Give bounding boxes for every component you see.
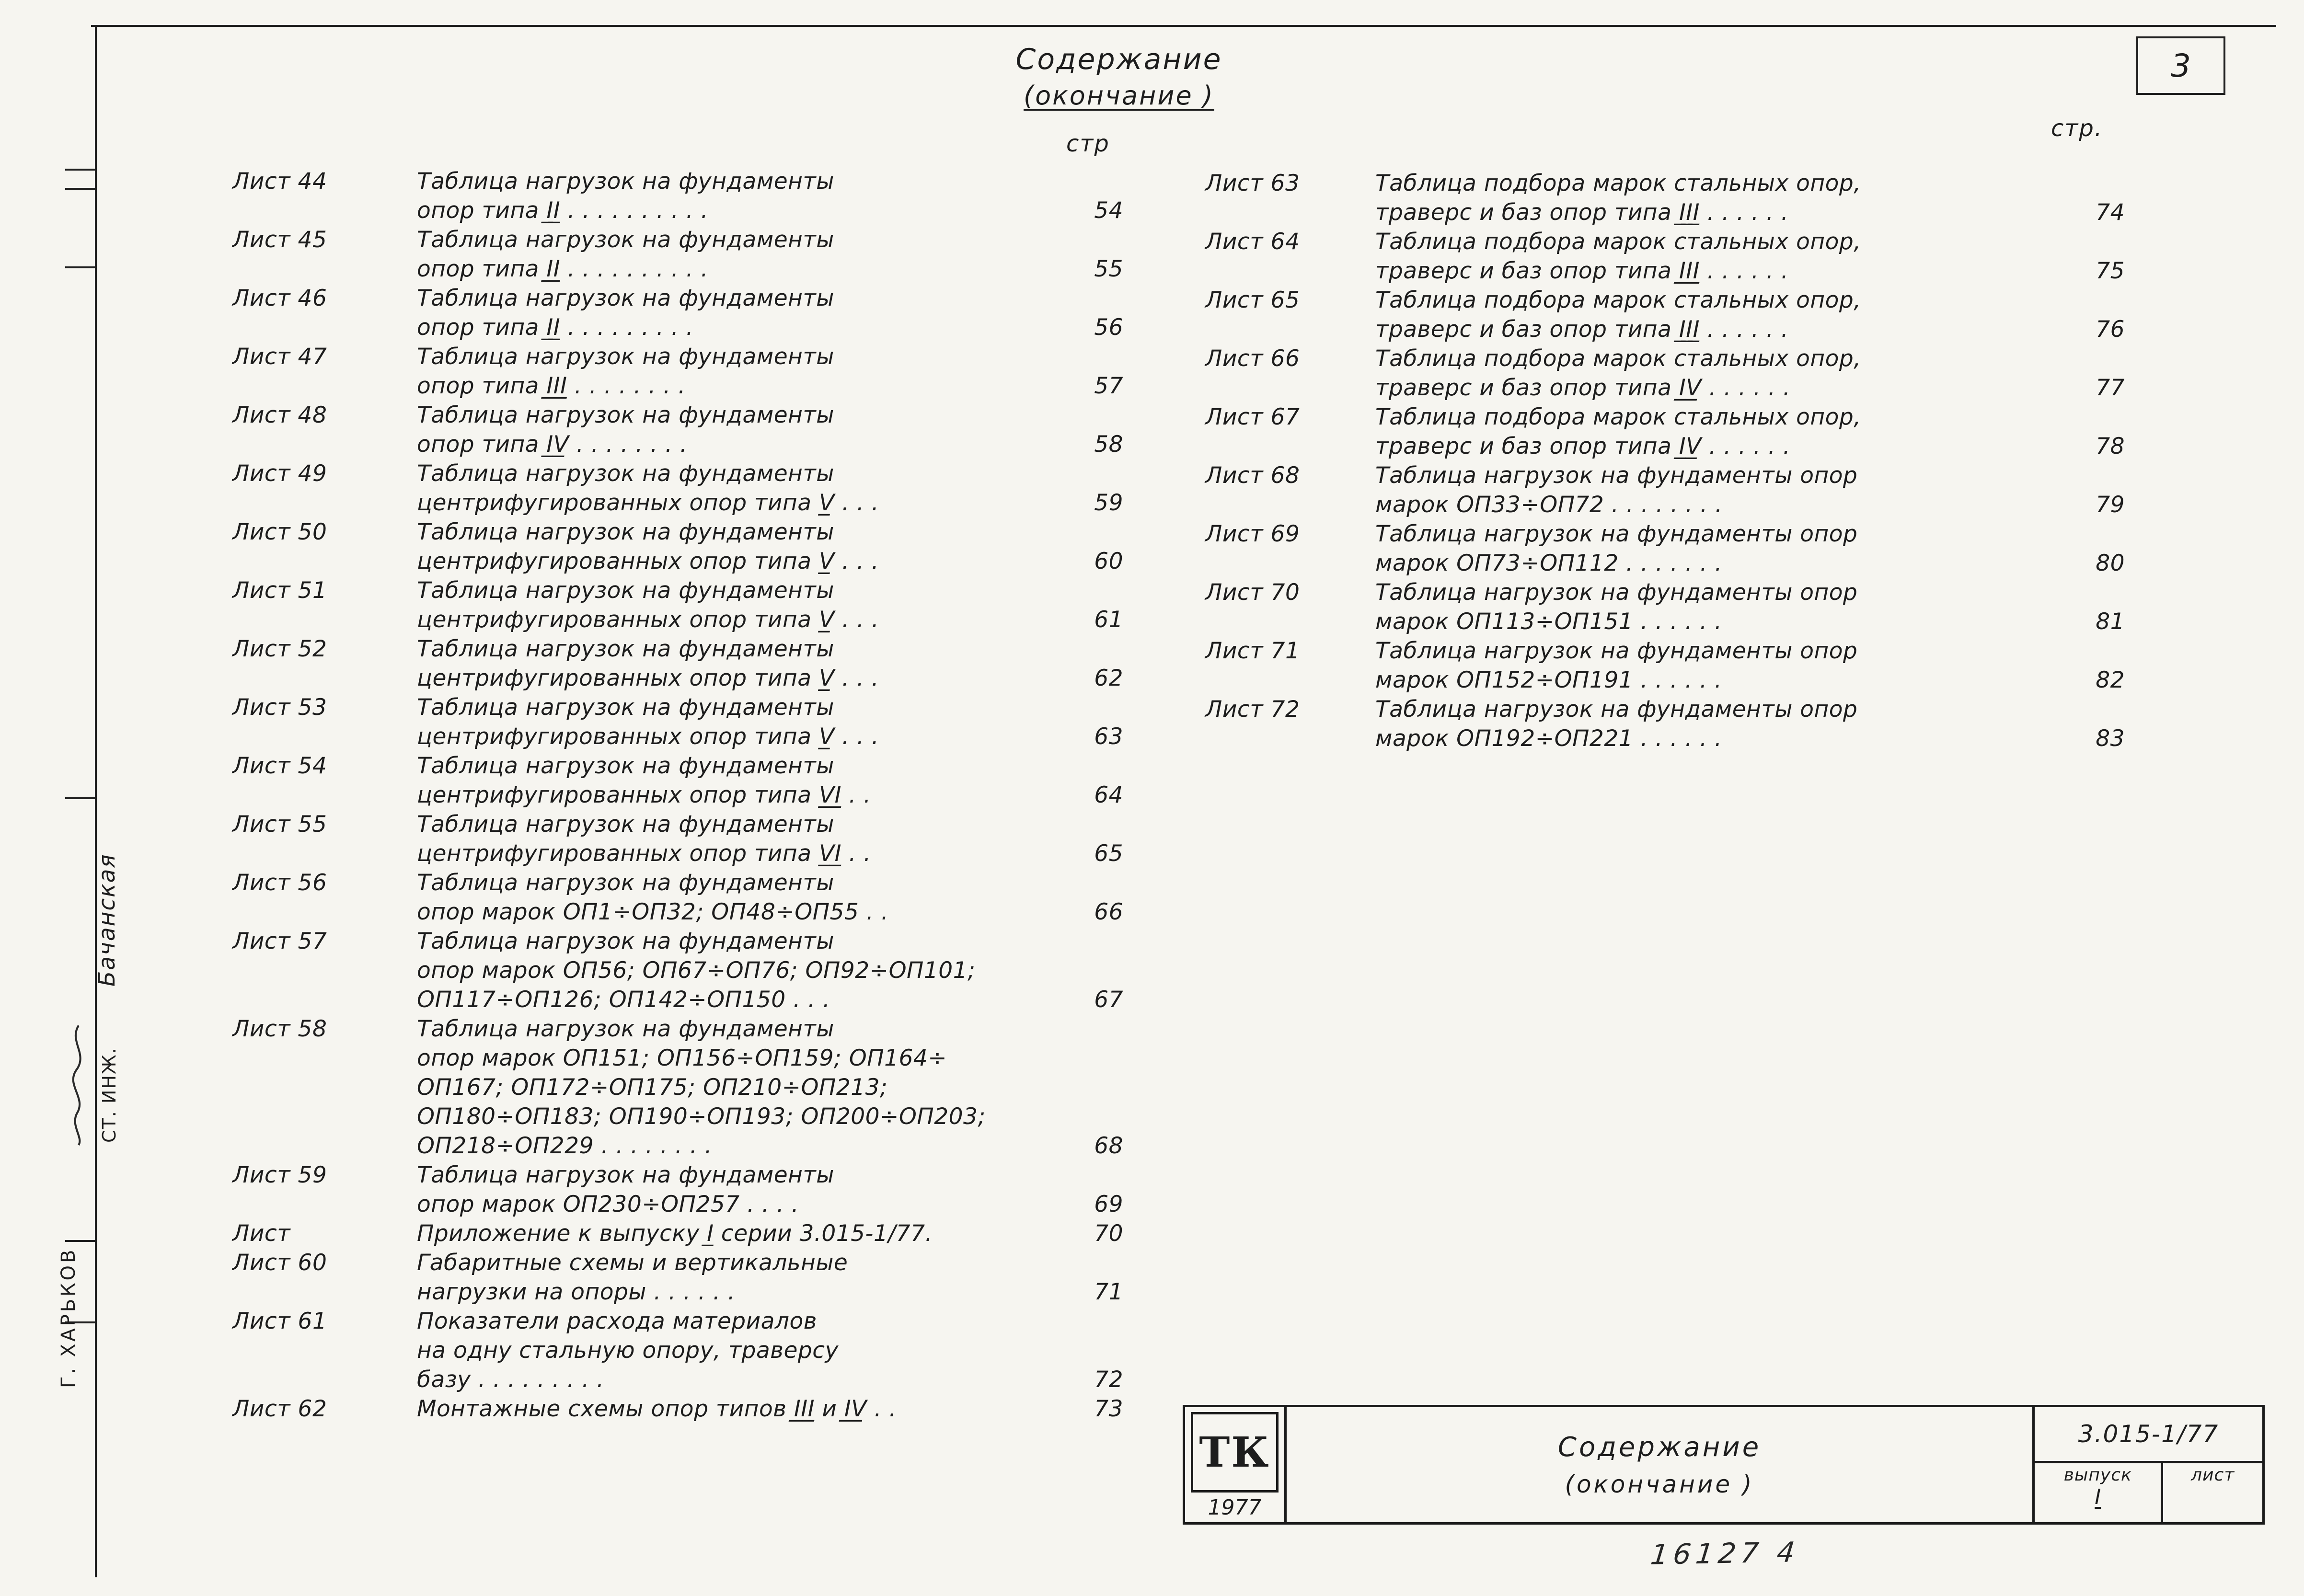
title-block-logo-cell [1185,1407,1287,1522]
toc-entry-description [417,401,1061,459]
toc-entry [1205,578,2147,636]
toc-entry [232,1014,1145,1160]
margin-tick [65,266,96,268]
toc-entry [232,927,1145,1014]
toc-entry-line: Таблица нагрузок на фундаменты [417,870,834,896]
toc-entry [232,401,1145,459]
sheet-cell [2163,1463,2262,1522]
toc-entry-page: 80 [2096,550,2125,576]
toc-entry [232,576,1145,634]
toc-entry-line: опор марок ОП1÷ОП32; ОП48÷ОП55 . . [417,899,889,925]
toc-entry-description [417,342,1061,401]
toc-entry-label: Лист 57 [232,928,327,954]
toc-entry-page: 83 [2096,725,2125,752]
toc-entry-line: Таблица нагрузок на фундаменты [417,460,834,487]
toc-entry-line: Таблица нагрузок на фундаменты [417,519,834,545]
toc-entry-page: 69 [1094,1191,1123,1217]
toc-entry-line: Монтажные схемы опор типов I̲I̲I̲ и I̲V̲ . . [417,1396,897,1422]
toc-entry [232,810,1145,868]
toc-entry-label: Лист 47 [232,344,327,370]
toc-entry-label: Лист 52 [232,636,327,662]
toc-entry-label: Лист 63 [1205,170,1300,196]
toc-entry-line: опор марок ОП151; ОП156÷ОП159; ОП164÷ [417,1045,947,1071]
margin-tick [65,188,96,190]
toc-entry-line: опор марок ОП56; ОП67÷ОП76; ОП92÷ОП101; [417,957,976,984]
toc-entry-line: траверс и баз опор типа I̲I̲I̲ . . . . . . [1375,199,1789,226]
toc-entry [232,459,1145,517]
toc-entry-line: нагрузки на опоры . . . . . . [417,1279,736,1305]
issue-value: I [2095,1485,2101,1509]
toc-entry-page: 68 [1094,1133,1123,1159]
toc-entry-description [1375,519,2063,578]
toc-entry-page: 82 [2096,667,2125,693]
toc-entry-line: Таблица подбора марок стальных опор, [1375,229,1861,255]
toc-entry [1205,402,2147,461]
margin-role: СТ. ИНЖ. [99,1047,120,1143]
toc-entry [232,342,1145,401]
toc-entry [232,751,1145,810]
toc-entry-line: Таблица нагрузок на фундаменты [417,636,834,662]
toc-entry-page: 64 [1094,782,1123,808]
toc-entry [232,1307,1145,1394]
toc-entry-label: Лист 68 [1205,462,1300,489]
toc-entry-page: 55 [1094,256,1123,282]
toc-entry-line: траверс и баз опор типа I̲V̲ . . . . . . [1375,433,1791,459]
toc-entry-line: Таблица нагрузок на фундаменты [417,753,834,779]
page-column-header-right: стр. [2051,115,2103,142]
toc-entry-description [1375,461,2063,519]
page-title [934,41,1303,114]
toc-entry-line: опор типа I̲I̲ . . . . . . . . . . [417,256,708,282]
toc-entry-line: Таблица нагрузок на фундаменты [417,928,834,954]
toc-entry-page: 70 [1094,1220,1123,1247]
toc-entry-description [417,459,1061,517]
toc-entry-label: Лист 65 [1205,287,1300,313]
toc-entry-line: центрифугированных опор типа V̲ . . . [417,548,879,574]
toc-entry-page: 65 [1094,840,1123,867]
toc-entry-line: базу . . . . . . . . . [417,1366,604,1393]
toc-entry-page: 61 [1094,607,1123,633]
toc-entry-description [417,517,1061,576]
toc-entry-page: 54 [1094,197,1123,224]
title-block [1183,1405,2265,1525]
toc-entry-description [417,868,1061,927]
toc-entry-page: 66 [1094,899,1123,925]
toc-entry-line: Таблица подбора марок стальных опор, [1375,287,1861,313]
toc-entry-description [1375,344,2063,402]
toc-entry-line: ОП180÷ОП183; ОП190÷ОП193; ОП200÷ОП203; [417,1103,986,1130]
toc-entry [232,693,1145,751]
signature-scribble [66,1021,91,1150]
title-block-year: 1977 [1208,1495,1262,1520]
toc-entry-page: 74 [2096,199,2125,226]
toc-entry-description [417,927,1061,1014]
toc-entry-page: 75 [2096,258,2125,284]
toc-entry [232,284,1145,342]
toc-entry-description [417,693,1061,751]
toc-entry-description [417,1219,1061,1248]
toc-entry [1205,636,2147,695]
toc-entry-description [417,167,1061,225]
margin-city: Г. ХАРЬКОВ [58,1247,80,1388]
toc-entry-description [1375,636,2063,695]
toc-entry [232,517,1145,576]
toc-entry [1205,695,2147,753]
page-column-header-left: стр [1066,130,1110,157]
toc-entry-line: Приложение к выпуску I̲ серии 3.015-1/77. [417,1220,933,1247]
toc-entry-line: опор типа I̲I̲ . . . . . . . . . . [417,197,708,224]
toc-entry-description [417,1394,1061,1424]
toc-entry [1205,519,2147,578]
handwritten-archive-number: 16127 4 [1649,1536,1801,1571]
toc-entry [232,868,1145,927]
toc-entry-label: Лист 44 [232,168,327,195]
toc-entry-label: Лист 50 [232,519,327,545]
toc-entry-page: 81 [2096,609,2125,635]
toc-entry-page: 71 [1094,1279,1123,1305]
toc-entry-line: Таблица нагрузок на фундаменты [417,285,834,311]
frame-line-left [95,25,97,1577]
toc-entry-description [417,1307,1061,1394]
toc-entry [1205,344,2147,402]
toc-entry-line: Таблица подбора марок стальных опор, [1375,404,1861,430]
toc-entry-line: марок ОП73÷ОП112 . . . . . . . [1375,550,1722,576]
toc-entry-label: Лист 45 [232,227,327,253]
toc-entry-line: центрифугированных опор типа V̲ . . . [417,607,879,633]
toc-entry-label: Лист [232,1220,291,1247]
toc-entry-page: 58 [1094,431,1123,458]
sheet-number-box [2136,36,2225,95]
toc-entry [232,225,1145,284]
toc-entry-line: ОП117÷ОП126; ОП142÷ОП150 . . . [417,987,830,1013]
toc-entry-line: ОП218÷ОП229 . . . . . . . . [417,1133,713,1159]
toc-entry-line: ОП167; ОП172÷ОП175; ОП210÷ОП213; [417,1074,888,1101]
toc-entry-description [1375,578,2063,636]
toc-entry-label: Лист 56 [232,870,327,896]
toc-entry-line: Таблица нагрузок на фундаменты опор [1375,638,1858,664]
toc-entry-line: Таблица нагрузок на фундаменты [417,577,834,604]
toc-entry-description [417,810,1061,868]
toc-entry-line: марок ОП152÷ОП191 . . . . . . [1375,667,1722,693]
toc-entry-line: центрифугированных опор типа V̲ . . . [417,665,879,691]
toc-entry-label: Лист 67 [1205,404,1300,430]
issue-label: выпуск [2063,1465,2132,1485]
margin-tick [65,797,96,799]
page-title-line1: Содержание [1015,43,1222,76]
issue-cell [2035,1463,2163,1522]
toc-entry-description [417,576,1061,634]
toc-entry-line: Габаритные схемы и вертикальные [417,1250,848,1276]
margin-tick [65,169,96,171]
toc-entry-line: Таблица нагрузок на фундаменты опор [1375,462,1858,489]
toc-entry [1205,169,2147,227]
toc-entry-line: центрифугированных опор типа V̲ . . . [417,723,879,750]
toc-entry-page: 77 [2096,375,2125,401]
toc-entry-line: Таблица нагрузок на фундаменты [417,344,834,370]
toc-entry-line: Таблица нагрузок на фундаменты [417,1162,834,1188]
toc-entry-line: на одну стальную опору, траверсу [417,1337,839,1364]
toc-entry-line: Таблица нагрузок на фундаменты [417,811,834,838]
toc-entry-page: 62 [1094,665,1123,691]
toc-entry-line: Таблица нагрузок на фундаменты опор [1375,579,1858,606]
toc-entry-label: Лист 51 [232,577,327,604]
toc-entry-label: Лист 71 [1205,638,1300,664]
toc-entry-label: Лист 61 [232,1308,327,1334]
toc-entry [232,167,1145,225]
toc-entry-line: Таблица нагрузок на фундаменты [417,1016,834,1042]
toc-entry [232,1160,1145,1219]
toc-entry-page: 63 [1094,723,1123,750]
toc-entry-description [1375,286,2063,344]
toc-entry-label: Лист 60 [232,1250,327,1276]
toc-entry-page: 59 [1094,490,1123,516]
toc-entry-description [1375,169,2063,227]
toc-entry-page: 57 [1094,373,1123,399]
toc-entry-label: Лист 55 [232,811,327,838]
title-block-title-cell [1287,1407,2035,1522]
toc-entry-line: Таблица нагрузок на фундаменты опор [1375,696,1858,723]
toc-entry-description [417,1160,1061,1219]
sheet-label: лист [2191,1465,2235,1485]
title-block-issue-sheet-row [2035,1463,2262,1522]
toc-entry-page: 73 [1094,1396,1123,1422]
toc-entry-line: Показатели расхода материалов [417,1308,817,1334]
toc-entry-line: траверс и баз опор типа I̲I̲I̲ . . . . . . [1375,316,1789,343]
toc-column-left [232,167,1145,1424]
page-title-line2: (окончание ) [1024,80,1214,111]
toc-entry-label: Лист 70 [1205,579,1300,606]
toc-entry-description [417,1014,1061,1160]
toc-entry-description [417,1248,1061,1307]
toc-entry-label: Лист 54 [232,753,327,779]
toc-entry-description [417,634,1061,693]
toc-entry-label: Лист 62 [232,1396,327,1422]
title-block-title-line2: (окончание ) [1565,1470,1754,1498]
toc-entry-description [417,225,1061,284]
toc-entry-line: Таблица подбора марок стальных опор, [1375,345,1861,372]
toc-entry-page: 67 [1094,987,1123,1013]
toc-entry-line: опор марок ОП230÷ОП257 . . . . [417,1191,799,1217]
toc-entry-line: центрифугированных опор типа V̲I̲ . . [417,840,871,867]
toc-entry [1205,461,2147,519]
toc-entry-line: траверс и баз опор типа I̲I̲I̲ . . . . . . [1375,258,1789,284]
toc-entry-line: Таблица нагрузок на фундаменты [417,227,834,253]
toc-entry-label: Лист 59 [232,1162,327,1188]
toc-entry-line: траверс и баз опор типа I̲V̲ . . . . . . [1375,375,1791,401]
title-block-number-cell [2035,1407,2262,1522]
toc-entry-line: Таблица нагрузок на фундаменты опор [1375,521,1858,547]
toc-entry-page: 76 [2096,316,2125,343]
toc-entry-label: Лист 64 [1205,229,1300,255]
toc-entry-description [417,751,1061,810]
toc-entry [232,1248,1145,1307]
toc-entry-line: Таблица подбора марок стальных опор, [1375,170,1861,196]
toc-entry-line: Таблица нагрузок на фундаменты [417,402,834,428]
toc-entry-label: Лист 72 [1205,696,1300,723]
margin-signature: Бачанская [94,853,120,987]
toc-entry-page: 72 [1094,1366,1123,1393]
toc-entry-label: Лист 49 [232,460,327,487]
organization-logo: ТК [1191,1412,1279,1493]
document-number: 3.015-1/77 [2035,1407,2262,1463]
toc-entry-description [1375,695,2063,753]
toc-entry-label: Лист 46 [232,285,327,311]
toc-entry-line: марок ОП113÷ОП151 . . . . . . [1375,609,1722,635]
toc-entry-description [1375,402,2063,461]
toc-entry-label: Лист 69 [1205,521,1300,547]
toc-entry-description [1375,227,2063,286]
toc-entry [1205,227,2147,286]
toc-entry [232,634,1145,693]
toc-entry-description [417,284,1061,342]
toc-entry-page: 78 [2096,433,2125,459]
toc-entry-line: опор типа I̲I̲ . . . . . . . . . [417,314,694,341]
toc-entry-line: марок ОП192÷ОП221 . . . . . . [1375,725,1722,752]
toc-entry-line: центрифугированных опор типа V̲ . . . [417,490,879,516]
toc-entry [232,1219,1145,1248]
toc-entry-line: опор типа I̲V̲ . . . . . . . . [417,431,688,458]
toc-entry-label: Лист 58 [232,1016,327,1042]
toc-entry-line: Таблица нагрузок на фундаменты [417,694,834,721]
toc-entry-page: 79 [2096,492,2125,518]
toc-entry-label: Лист 66 [1205,345,1300,372]
toc-entry-label: Лист 53 [232,694,327,721]
title-block-title-line1: Содержание [1557,1431,1762,1463]
toc-entry [1205,286,2147,344]
toc-entry-page: 60 [1094,548,1123,574]
sheet-number: 3 [2171,47,2191,84]
toc-entry-line: марок ОП33÷ОП72 . . . . . . . . [1375,492,1723,518]
toc-entry-line: Таблица нагрузок на фундаменты [417,168,834,195]
frame-line-top [91,25,2276,27]
toc-entry [232,1394,1145,1424]
toc-entry-line: центрифугированных опор типа V̲I̲ . . [417,782,871,808]
toc-entry-line: опор типа I̲I̲I̲ . . . . . . . . [417,373,686,399]
toc-column-right [1205,169,2147,753]
toc-entry-page: 56 [1094,314,1123,341]
toc-entry-label: Лист 48 [232,402,327,428]
